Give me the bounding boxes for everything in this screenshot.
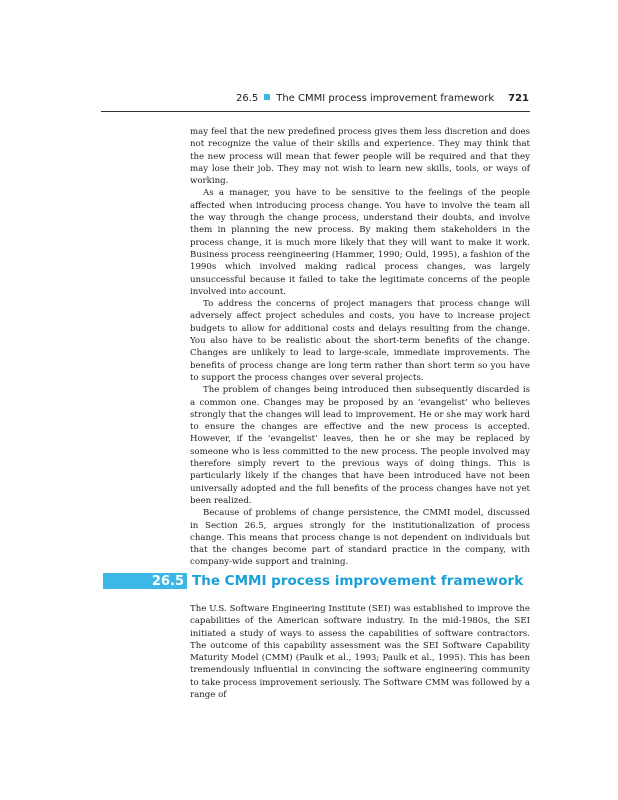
header-section-number: 26.5 <box>235 93 259 104</box>
section-number-badge: 26.5 <box>103 573 187 589</box>
paragraph: The U.S. Software Engineering Institute (SEI) was established to improve the capabilities of the American software industry. In the mid-1980s, the SEI initiated a study of ways to assess the capabilities of software contractors. The outcome of this capability assessment was the SEI Software Capability Maturity Model (CMM) (Paulk et al., 1993; Paulk et al., 1995). This has been tremendously influential in convincing the software engineering community to take process improvement seriously. The Software CMM was followed by a range of <box>190 604 530 701</box>
paragraph: may feel that the new predefined process gives them less discretion and does not recognize the value of their skills and experience. They may think that the new process will mean that fewer people will be required and that they may lose their job. They may not wish to learn new skills, tools, or ways of working. <box>190 127 530 187</box>
section-heading <box>103 572 543 590</box>
paragraph: The problem of changes being introduced then subsequently discarded is a common one. Changes may be proposed by an ‘evangelist’ who believes strongly that the changes will lead to improvement. He or she may work hard to ensure the changes are effective and the new process is accepted. However, if the ‘evangelist’ leaves, then he or she may be replaced by someone who is less committed to the new process. The people involved may therefore simply revert to the previous ways of doing things. This is particularly likely if the changes that have been introduced have not been universally adopted and the full benefits of the process changes have not yet been realized. <box>190 385 530 506</box>
page-number: 721 <box>508 93 529 104</box>
paragraph: To address the concerns of project managers that process change will adversely affect project schedules and costs, you have to increase project budgets to allow for additional costs and delays resulting from the change. You also have to be realistic about the short-term benefits of the change. Changes are unlikely to lead to large-scale, immediate improvements. The benefits of process change are long term rather than short term so you have to support the process changes over several projects. <box>190 299 530 383</box>
header-square-icon <box>264 94 270 100</box>
section-title: The CMMI process improvement framework <box>192 573 524 589</box>
paragraph: As a manager, you have to be sensitive to the feelings of the people affected when introducing process change. You have to involve the team all the way through the change process, understand their doubts, and involve them in planning the new process. By making them stakeholders in the process change, it is much more likely that they will want to make it work. Business process reengineering (Hammer, 1990; Ould, 1995), a fashion of the 1990s which involved making radical process changes, was largely unsuccessful because it failed to take the legitimate concerns of the people involved into account. <box>190 188 530 297</box>
running-header <box>0 93 529 104</box>
header-section-title: The CMMI process improvement framework <box>276 93 495 104</box>
header-rule <box>101 111 530 112</box>
body-text-bottom <box>190 603 530 701</box>
paragraph: Because of problems of change persistence, the CMMI model, discussed in Section 26.5, argues strongly for the institutionalization of process change. This means that process change is not dependent on individuals but that the changes become part of standard practice in the company, with company-wide support and training. <box>190 508 530 568</box>
body-text-top <box>190 126 530 569</box>
